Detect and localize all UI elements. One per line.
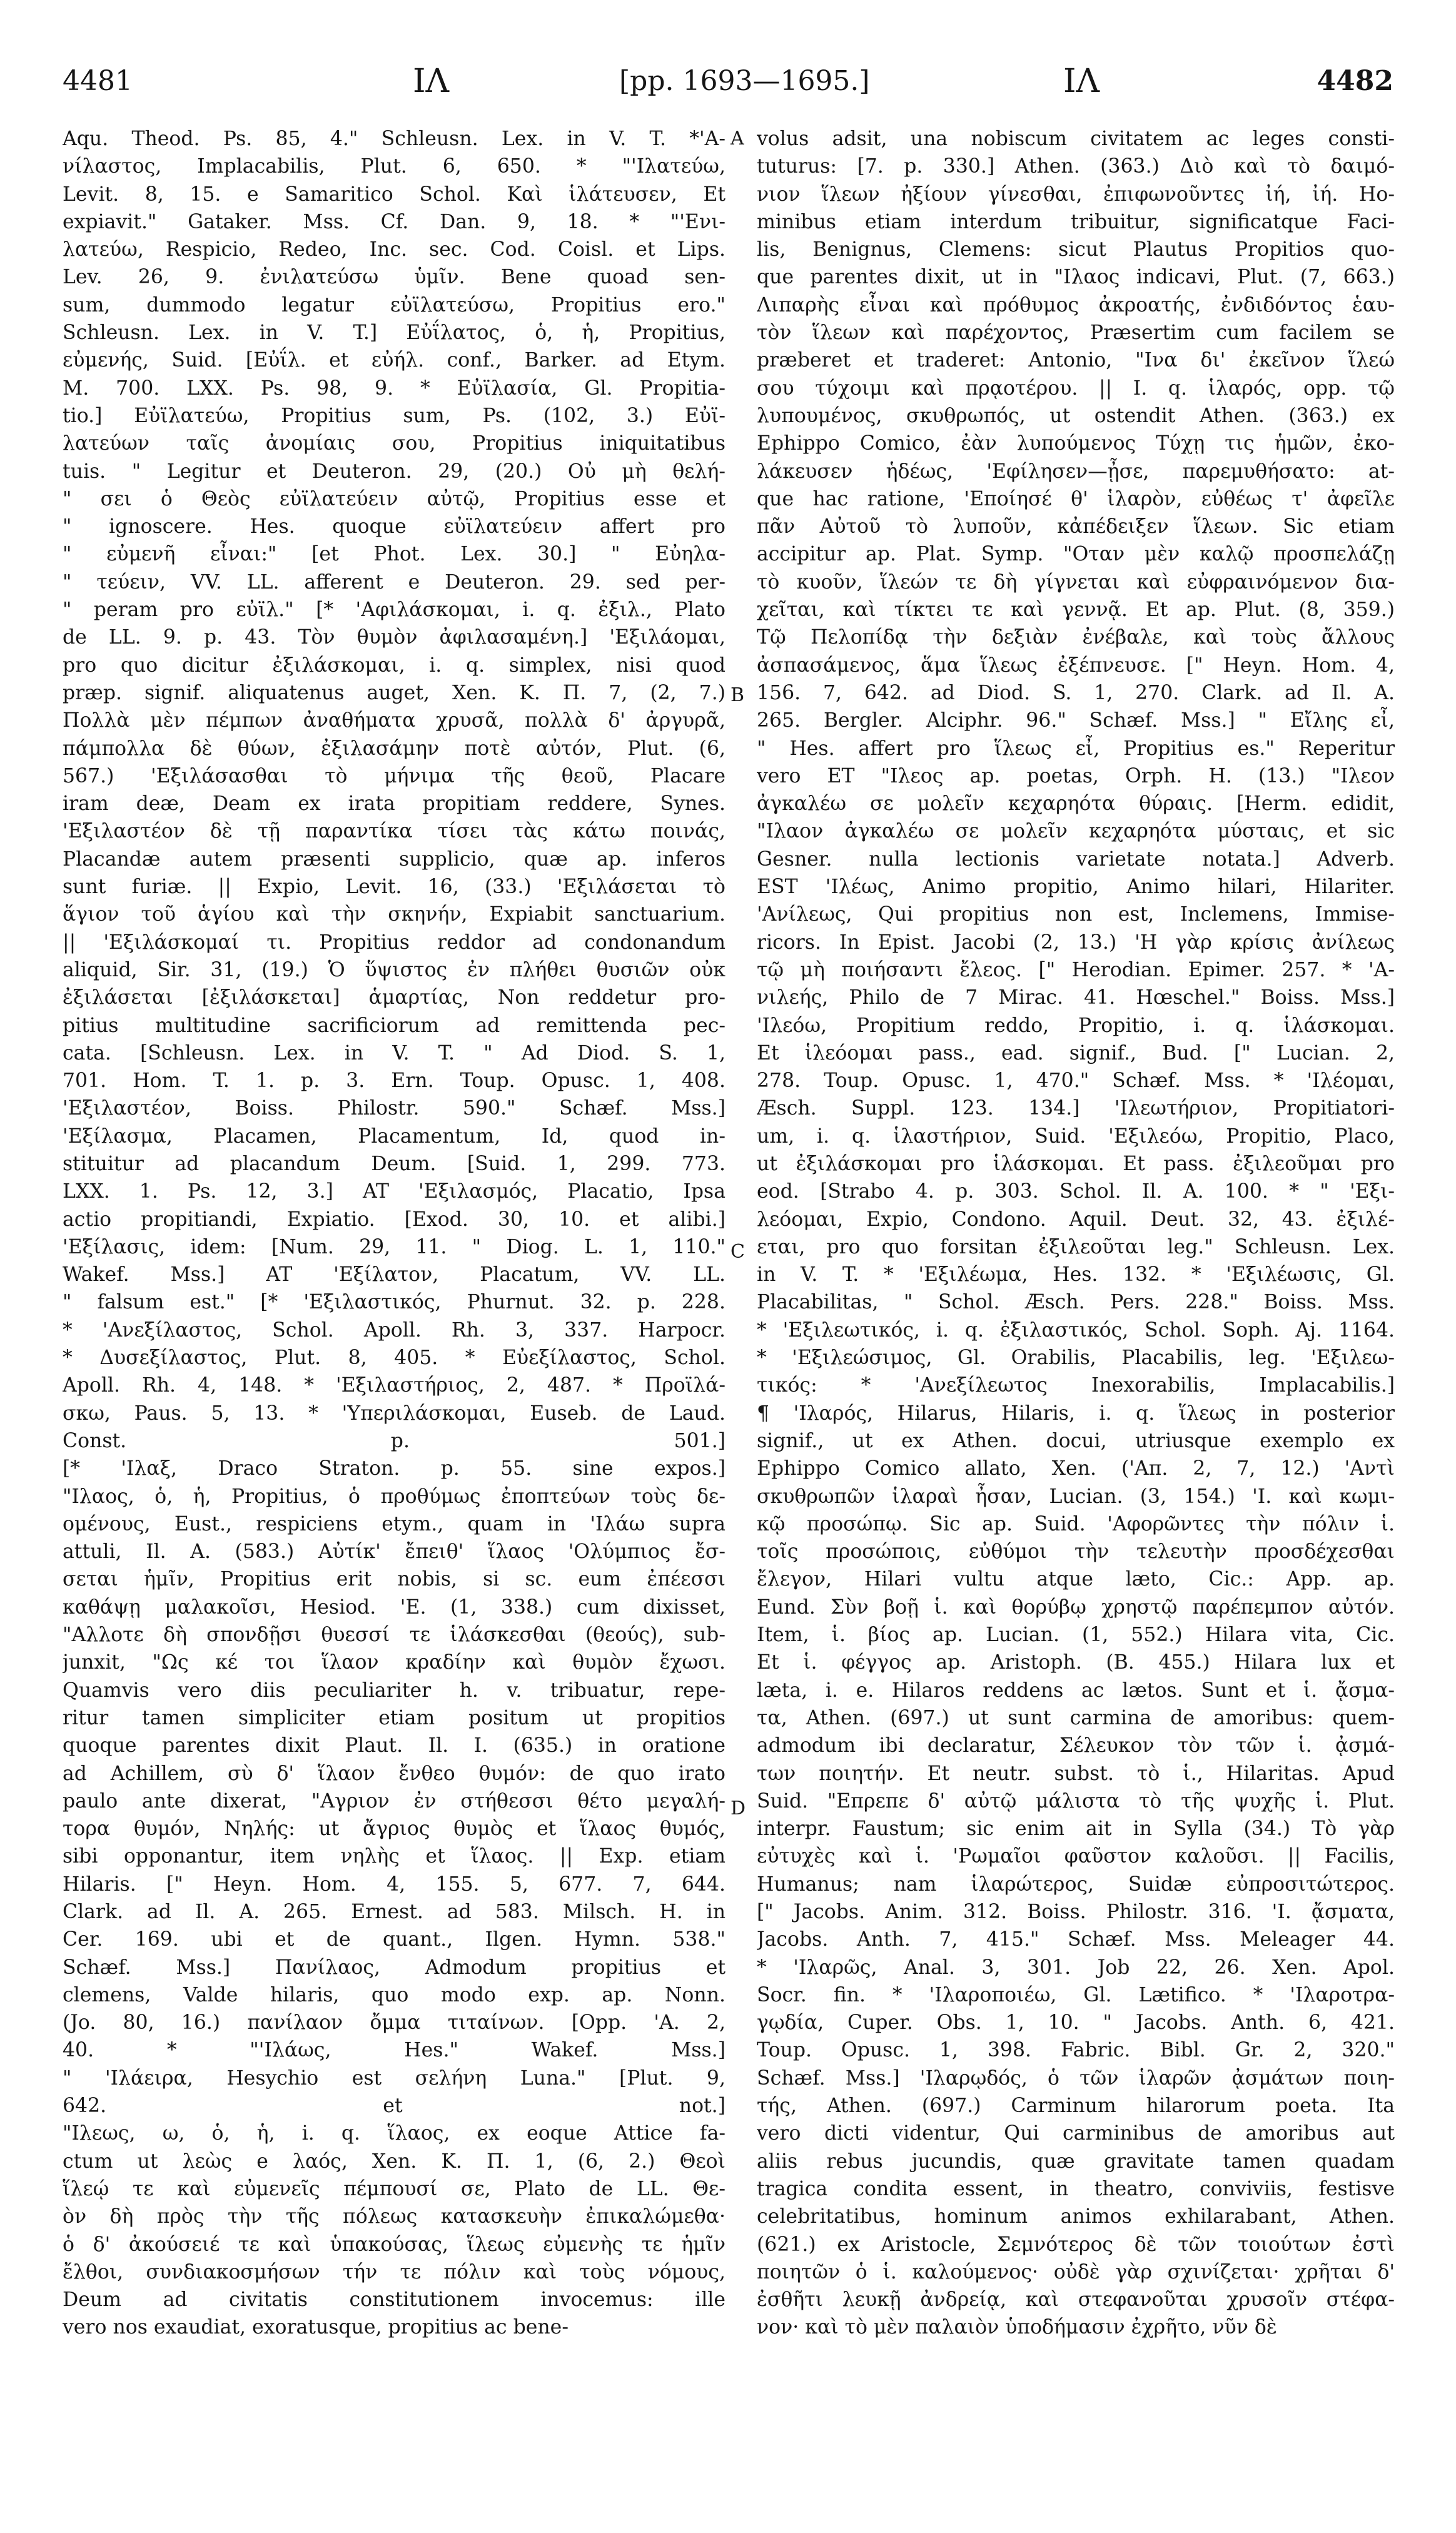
text-line: Humanus; nam ἱλαρώτερος, Suidæ εὐπροσιτώτερος. — [757, 1873, 1395, 1896]
left-column-number: 4481 — [63, 65, 133, 97]
text-line: σκυθρωπῶν ἱλαραὶ ἦσαν, Lucian. (3, 154.) 'I. καὶ κωμι- — [757, 1485, 1395, 1508]
text-line: ¶ 'Ιλαρός, Hilarus, Hilaris, i. q. ἵλεως in posterior — [757, 1402, 1395, 1425]
text-line: eod. [Strabo 4. p. 303. Schol. Il. A. 100. * " 'Εξι- — [757, 1180, 1395, 1203]
text-line: 'Ιλεόω, Propitium reddo, Propitio, i. q. ἱλάσκομαι. — [757, 1014, 1395, 1037]
text-line: pro quo dicitur ἐξιλάσκομαι, i. q. simplex, nisi quod — [63, 654, 725, 677]
text-line: junxit, "Ως κέ τοι ἵλαον κραδίην καὶ θυμὸν ἔχωσι. — [63, 1651, 725, 1674]
text-line: " σει ὁ Θεὸς εὐϊλατεύειν αὐτῷ, Propitius esse et — [63, 487, 725, 510]
text-line: Clark. ad Il. A. 265. Ernest. ad 583. Milsch. H. in — [63, 1901, 725, 1923]
text-line: κῷ προσώπῳ. Sic ap. Suid. 'Αφορῶντες τὴν πόλιν ἱ. — [757, 1512, 1395, 1535]
text-line: "Αλλοτε δὴ σπονδῇσι θυεσσί τε ἱλάσκεσθαι (θεούς), sub- — [63, 1624, 725, 1647]
text-line: aliquid, Sir. 31, (19.) Ὁ ὕψιστος ἐν πλήθει θυσιῶν οὐκ — [63, 958, 725, 981]
text-line: præp. signif. aliquatenus auget, Xen. K. Π. 7, (2, 7.) — [63, 681, 725, 704]
text-line: quoque parentes dixit Plaut. Il. I. (635.) in oratione — [63, 1734, 725, 1757]
text-line: Jacobs. Anth. 7, 415." Schæf. Mss. Meleager 44. — [757, 1928, 1395, 1951]
text-line: sibi opponantur, item νηλὴς et ἵλαος. || Exp. etiam — [63, 1845, 725, 1868]
left-text-column — [63, 125, 725, 2342]
text-line: vero ET "Ιλεος ap. poetas, Orph. H. (13.) "Ιλεον — [757, 764, 1395, 787]
text-line: σεται ἡμῖν, Propitius erit nobis, si sc. eum ἐπέεσσι — [63, 1568, 725, 1591]
text-line: Lev. 26, 9. ἐνιλατεύσω ὑμῖν. Bene quoad sen- — [63, 266, 725, 289]
text-line: (621.) ex Aristocle, Σεμνότερος δὲ τῶν τοιούτων ἐστὶ — [757, 2233, 1395, 2256]
text-line: tuturus: [7. p. 330.] Athen. (363.) Διὸ καὶ τὸ δαιμό- — [757, 155, 1395, 178]
text-line: Schleusn. Lex. in V. T.] Εὐΐλατος, ὁ, ἡ, Propitius, — [63, 321, 725, 345]
text-line: Et ἱ. φέγγος ap. Aristoph. (B. 455.) Hilara lux et — [757, 1651, 1395, 1674]
text-line: 'Εξίλασις, idem: [Num. 29, 11. " Diog. L. 1, 110." — [63, 1235, 725, 1258]
text-line: lis, Benignus, Clemens: sicut Plautus Propitios quo- — [757, 238, 1395, 261]
page-header — [63, 59, 1393, 116]
text-line: " τεύειν, VV. LL. afferent e Deuteron. 29. sed per- — [63, 570, 725, 594]
text-line: " ignoscere. Hes. quoque εὐϊλατεύειν affert pro — [63, 515, 725, 538]
text-line: Levit. 8, 15. e Samaritico Schol. Καὶ ἱλάτευσεν, Et — [63, 183, 725, 206]
text-line: λατεύω, Respicio, Redeo, Inc. sec. Cod. Coisl. et Lips. — [63, 238, 725, 261]
text-line: εται, pro quo forsitan ἐξιλεοῦται leg." Schleusn. Lex. — [757, 1235, 1395, 1258]
text-line: Socr. fin. * 'Ιλαροποιέω, Gl. Lætifico. * 'Ιλαροτρα- — [757, 1983, 1395, 2006]
text-line: attuli, Il. A. (583.) Αὐτίκ' ἔπειθ' ἵλαος 'Ολύμπιος ἔσ- — [63, 1540, 725, 1564]
text-line: τῷ μὴ ποιήσαντι ἔλεος. [" Herodian. Epimer. 257. * 'A- — [757, 958, 1395, 981]
text-line: γῳδία, Cuper. Obs. 1, 10. " Jacobs. Anth. 6, 421. — [757, 2011, 1395, 2035]
text-line: ricors. In Epist. Jacobi (2, 13.) 'Η γὰρ κρίσις ἀνίλεως — [757, 931, 1395, 954]
text-line: stituitur ad placandum Deum. [Suid. 1, 299. 773. — [63, 1152, 725, 1175]
text-line: ἐξιλάσεται [ἐξιλάσκεται] ἁμαρτίας, Non reddetur pro- — [63, 986, 725, 1009]
text-line: Hilaris. [" Heyn. Hom. 4, 155. 5, 677. 7, 644. — [63, 1873, 725, 1896]
text-line: vero nos exaudiat, exoratusque, propitius ac bene- — [63, 2316, 569, 2339]
text-line: τοῖς προσώποις, εὐθύμοι τὴν τελευτὴν προσδέχεσθαι — [757, 1540, 1395, 1564]
margin-letter-a: A — [731, 128, 744, 149]
text-line: in V. T. * 'Εξιλέωμα, Hes. 132. * 'Εξιλέωσις, Gl. — [757, 1263, 1395, 1287]
text-line: ἀσπασάμενος, ἅμα ἵλεως ἐξέπνευσε. [" Heyn. Hom. 4, — [757, 654, 1395, 677]
text-line: πᾶν Αὐτοῦ τὸ λυποῦν, κἀπέδειξεν ἵλεων. Sic etiam — [757, 515, 1395, 538]
text-line: " Hes. affert pro ἵλεως εἶ, Propitius es." Reperitur — [757, 737, 1395, 760]
text-line: Wakef. Mss.] AT 'Εξίλατον, Placatum, VV. LL. — [63, 1263, 725, 1287]
text-line: tuis. " Legitur et Deuteron. 29, (20.) Οὐ μὴ θελή- — [63, 460, 725, 483]
text-line: 642. et not.] — [63, 2095, 725, 2118]
text-line: "Ιλαον ἀγκαλέω σε μολεῖν κεχαρηότα μύσταις, et sic — [757, 820, 1395, 843]
text-line: σκω, Paus. 5, 13. * 'Υπεριλάσκομαι, Euseb. de Laud. — [63, 1402, 725, 1425]
text-line: Quamvis vero diis peculiariter h. v. tribuatur, repe- — [63, 1679, 725, 1702]
text-line: minibus etiam interdum tribuitur, significatque Faci- — [757, 210, 1395, 233]
text-line: Πολλὰ μὲν πέμπων ἀναθήματα χρυσᾶ, πολλὰ δ' ἀργυρᾶ, — [63, 709, 725, 732]
text-line: pitius multitudine sacrificiorum ad remittenda pec- — [63, 1014, 725, 1037]
text-line: que parentes dixit, ut in "Ιλαος indicavi, Plut. (7, 663.) — [757, 266, 1395, 289]
text-line: χεῖται, καὶ τίκτει τε καὶ γεννᾷ. Et ap. Plut. (8, 359.) — [757, 599, 1395, 622]
text-line: LXX. 1. Ps. 12, 3.] AT 'Εξιλασμός, Placatio, Ipsa — [63, 1180, 725, 1203]
text-line: Eund. Σὺν βοῇ ἱ. καὶ θορύβῳ χρηστῷ παρέπεμπον αὐτόν. — [757, 1595, 1395, 1619]
text-line: clemens, Valde hilaris, quo modo exp. ap. Nonn. — [63, 1983, 725, 2006]
right-text-column — [757, 125, 1395, 2342]
text-line: 701. Hom. T. 1. p. 3. Ern. Toup. Opusc. 1, 408. — [63, 1069, 725, 1093]
text-line: Τῷ Πελοπίδᾳ τὴν δεξιὰν ἐνέβαλε, καὶ τοὺς ἄλλους — [757, 626, 1395, 649]
text-line: EST 'Ιλέως, Animo propitio, Animo hilari, Hilariter. — [757, 876, 1395, 899]
text-line: Λιπαρὴς εἶναι καὶ πρόθυμος ἀκροατής, ἐνδιδόντος ἑαυ- — [757, 293, 1395, 316]
text-line: um, i. q. ἱλαστήριον, Suid. 'Εξιλεόω, Propitio, Placo, — [757, 1125, 1395, 1148]
text-line: ἵλεῴ τε καὶ εὐμενεῖς πέμπουσί σε, Plato de LL. Θε- — [63, 2177, 725, 2200]
text-line: 567.) 'Εξιλάσασθαι τὸ μήνιμα τῆς θεοῦ, Placare — [63, 764, 725, 787]
page-range: [pp. 1693—1695.] — [619, 65, 870, 97]
text-line: τὸ κυοῦν, ἵλεών τε δὴ γίγνεται καὶ εὐφραινόμενον δια- — [757, 570, 1395, 594]
text-line: 'Εξίλασμα, Placamen, Placamentum, Id, quod in- — [63, 1125, 725, 1148]
text-line: signif., ut ex Athen. docui, utriusque exemplo ex — [757, 1429, 1395, 1452]
text-line: " 'Ιλάειρα, Hesychio est σελήνη Luna." [Plut. 9, — [63, 2066, 725, 2090]
text-line: que hac ratione, 'Εποίησέ θ' ἱλαρὸν, εὐθέως τ' ἀφεῖλε — [757, 487, 1395, 510]
text-line: volus adsit, una nobiscum civitatem ac leges consti- — [757, 128, 1395, 150]
text-line: τικός: * 'Ανεξίλεωτος Inexorabilis, Implacabilis.] — [757, 1374, 1395, 1397]
text-line: λεόομαι, Expio, Condono. Aquil. Deut. 32, 43. ἐξιλέ- — [757, 1208, 1395, 1231]
text-line: accipitur ap. Plat. Symp. "Οταν μὲν καλῷ προσπελάζῃ — [757, 543, 1395, 566]
text-line: vero dicti videntur, Qui carminibus de amoribus aut — [757, 2122, 1395, 2145]
text-line: aliis rebus jucundis, quæ gravitate tamen quadam — [757, 2150, 1395, 2173]
text-line: 'Εξιλαστέον δὲ τῇ παραντίκα τίσει τὰς κάτω ποινάς, — [63, 820, 725, 843]
text-line: Ephippo Comico allato, Xen. ('Aπ. 2, 7, 12.) 'Αντὶ — [757, 1457, 1395, 1480]
text-line: admodum ibi declaratur, Σέλευκον τὸν τῶν ἱ. ᾀσμά- — [757, 1734, 1395, 1757]
text-line: Et ἱλεόομαι pass., ead. signif., Bud. [" Lucian. 2, — [757, 1041, 1395, 1064]
text-line: πάμπολλα δὲ θύων, ἐξιλασάμην ποτὲ αὐτόν, Plut. (6, — [63, 737, 725, 760]
text-line: εὐτυχὲς καὶ ἱ. 'Ρωμαῖοι φαῦστον καλοῦσι. || Facilis, — [757, 1845, 1395, 1868]
text-line: (Jo. 80, 16.) πανίλαον ὄμμα τιταίνων. [Opp. 'A. 2, — [63, 2011, 725, 2035]
text-line: de LL. 9. p. 43. Τὸν θυμὸν ἀφιλασαμένη.] 'Εξιλάομαι, — [63, 626, 725, 649]
text-line: sunt furiæ. || Expio, Levit. 16, (33.) 'Εξιλάσεται τὸ — [63, 876, 725, 899]
text-line: ὁ δ' ἀκούσειέ τε καὶ ὑπακούσας, ἵλεως εὐμενὴς τε ἡμῖν — [63, 2233, 725, 2256]
text-line: ἅγιον τοῦ ἁγίου καὶ τὴν σκηνήν, Expiabit sanctuarium. — [63, 903, 725, 926]
text-line: Placandæ autem præsenti supplicio, quæ ap. inferos — [63, 847, 725, 871]
margin-letter-c: C — [731, 1241, 745, 1263]
text-line: sum, dummodo legatur εὐϊλατεύσω, Propitius ero." — [63, 293, 725, 316]
text-line: interpr. Faustum; sic enim ait in Sylla (34.) Τὸ γὰρ — [757, 1818, 1395, 1841]
text-line: cata. [Schleusn. Lex. in V. T. " Ad Diod. S. 1, — [63, 1041, 725, 1064]
text-line: ad Achillem, σὺ δ' ἵλαον ἔνθεο θυμόν: de quo irato — [63, 1762, 725, 1785]
text-line: λατεύων ταῖς ἀνομίαις σου, Propitius iniquitatibus — [63, 432, 725, 455]
text-line: Placabilitas, " Schol. Æsch. Pers. 228." Boiss. Mss. — [757, 1291, 1395, 1314]
text-line: Apoll. Rh. 4, 148. * 'Εξιλαστήριος, 2, 487. * Προϊλά- — [63, 1374, 725, 1397]
margin-letter-b: B — [731, 684, 745, 706]
text-line: ποιητῶν ὁ ἱ. καλούμενος· οὐδὲ γὰρ σχινίζεται· χρῆται δ' — [757, 2260, 1395, 2283]
text-line: ἔλθοι, συνδιακοσμήσων τήν τε πόλιν καὶ τοὺς νόμους, — [63, 2260, 725, 2283]
text-line: tio.] Εὐϊλατεύω, Propitius sum, Ps. (102, 3.) Εὐϊ- — [63, 404, 725, 427]
text-line: Toup. Opusc. 1, 398. Fabric. Bibl. Gr. 2, 320." — [757, 2039, 1395, 2062]
right-headword: ΙΛ — [1063, 63, 1100, 100]
text-line: Item, ἱ. βίος ap. Lucian. (1, 552.) Hilara vita, Cic. — [757, 1624, 1395, 1647]
text-line: * 'Εξιλεωτικός, i. q. ἐξιλαστικός, Schol. Soph. Aj. 1164. — [757, 1318, 1395, 1342]
text-line: " εὐμενῆ εἶναι:" [et Phot. Lex. 30.] " Εὐηλα- — [63, 543, 725, 566]
text-line: Schæf. Mss.] 'Ιλαρῳδός, ὁ τῶν ἱλαρῶν ᾀσμάτων ποιη- — [757, 2066, 1395, 2090]
text-line: Suid. "Επρεπε δ' αὐτῷ μάλιστα τὸ τῆς ψυχῆς ἱ. Plut. — [757, 1789, 1395, 1813]
text-line: 278. Toup. Opusc. 1, 470." Schæf. Mss. * 'Ιλέομαι, — [757, 1069, 1395, 1093]
text-line: ctum ut λεὼς e λαός, Xen. K. Π. 1, (6, 2.) Θεοὶ — [63, 2150, 725, 2173]
text-line: τα, Athen. (697.) ut sunt carmina de amoribus: quem- — [757, 1706, 1395, 1729]
text-line: actio propitiandi, Expiatio. [Exod. 30, 10. et alibi.] — [63, 1208, 725, 1231]
text-line: 'Εξιλαστέον, Boiss. Philostr. 590." Schæf. Mss.] — [63, 1097, 725, 1120]
text-line: Cer. 169. ubi et de quant., Ilgen. Hymn. 538." — [63, 1928, 725, 1951]
text-line: ομένους, Eust., respiciens etym., quam in 'Ιλάω supra — [63, 1512, 725, 1535]
text-line: || 'Εξιλάσκομαί τι. Propitius reddor ad condonandum — [63, 931, 725, 954]
text-line: celebritatibus, hominum animos exhilarabant, Athen. — [757, 2205, 1395, 2228]
text-line: λυπουμένος, σκυθρωπός, ut ostendit Athen. (363.) ex — [757, 404, 1395, 427]
text-line: εὐμενής, Suid. [Εὐΐλ. et εὐήλ. conf., Barker. ad Etym. — [63, 349, 725, 372]
text-line: præberet et traderet: Antonio, "Ινα δι' ἐκεῖνον ἵλεώ — [757, 349, 1395, 372]
text-line: τής, Athen. (697.) Carminum hilarorum poeta. Ita — [757, 2095, 1395, 2118]
text-line: τορα θυμόν, Νηλής: ut ἄγριος θυμὸς et ἵλαος θυμός, — [63, 1818, 725, 1841]
text-line: νον· καὶ τὸ μὲν παλαιὸν ὑποδήμασιν ἐχρῆτο, νῦν δὲ — [757, 2316, 1277, 2339]
text-line: νιλεής, Philo de 7 Mirac. 41. Hœschel." Boiss. Mss.] — [757, 986, 1395, 1009]
text-line: * 'Ανεξίλαστος, Schol. Apoll. Rh. 3, 337. Harpocr. — [63, 1318, 725, 1342]
text-line: Aqu. Theod. Ps. 85, 4." Schleusn. Lex. in V. T. *'A- — [63, 128, 725, 150]
text-line: " peram pro εὐϊλ." [* 'Αφιλάσκομαι, i. q. ἐξιλ., Plato — [63, 599, 725, 622]
text-line: τὸν ἵλεων καὶ παρέχοντος, Præsertim cum facilem se — [757, 321, 1395, 345]
text-line: 156. 7, 642. ad Diod. S. 1, 270. Clark. ad Il. A. — [757, 681, 1395, 704]
text-line: " falsum est." [* 'Εξιλαστικός, Phurnut. 32. p. 228. — [63, 1291, 725, 1314]
text-line: tragica condita essent, in theatro, conviviis, festisve — [757, 2177, 1395, 2200]
text-line: 40. * "'Ιλάως, Hes." Wakef. Mss.] — [63, 2039, 725, 2062]
text-line: των ποιητήν. Et neutr. subst. τὸ ἱ., Hilaritas. Apud — [757, 1762, 1395, 1785]
text-line: ritur tamen simpliciter etiam positum ut propitios — [63, 1706, 725, 1729]
text-line: λάκευσεν ἡδέως, 'Εφίλησεν—ᾖσε, παρεμυθήσατο: at- — [757, 460, 1395, 483]
text-line: [* 'Ιλαξ, Draco Straton. p. 55. sine expos.] — [63, 1457, 725, 1480]
text-line: σου τύχοιμι καὶ πρᾳοτέρου. || I. q. ἱλαρός, opp. τῷ — [757, 377, 1395, 400]
text-line: ut ἐξιλάσκομαι pro ἱλάσκομαι. Et pass. ἐξιλεοῦμαι pro — [757, 1152, 1395, 1175]
text-line: νιον ἵλεων ἠξίουν γίνεσθαι, ἐπιφωνοῦντες ἰή, ἰή. Ho- — [757, 183, 1395, 206]
text-line: * 'Εξιλεώσιμος, Gl. Orabilis, Placabilis, leg. 'Εξιλεω- — [757, 1347, 1395, 1370]
text-line: M. 700. LXX. Ps. 98, 9. * Εὐϊλασία, Gl. Propitia- — [63, 377, 725, 400]
text-line: ὸν δὴ πρὸς τὴν τῆς πόλεως κατασκευὴν ἐπικαλώμεθα· — [63, 2205, 725, 2228]
text-line: paulo ante dixerat, "Αγριον ἐν στήθεσσι θέτο μεγαλή- — [63, 1789, 725, 1813]
text-line: "Ιλεως, ω, ὁ, ἡ, i. q. ἵλαος, ex eoque Attice fa- — [63, 2122, 725, 2145]
text-line: expiavit." Gataker. Mss. Cf. Dan. 9, 18. * "'Ενι- — [63, 210, 725, 233]
margin-letter-d: D — [731, 1797, 746, 1819]
text-line: ἀγκαλέω σε μολεῖν κεχαρηότα θύραις. [Herm. edidit, — [757, 792, 1395, 816]
text-line: læta, i. e. Hilaros reddens ac lætos. Sunt et ἱ. ᾄσμα- — [757, 1679, 1395, 1702]
text-line: [" Jacobs. Anim. 312. Boiss. Philostr. 316. 'I. ᾄσματα, — [757, 1901, 1395, 1923]
right-column-number: 4482 — [1317, 65, 1393, 97]
text-line: "Ιλαος, ὁ, ἡ, Propitius, ὁ προθύμως ἐποπτεύων τοὺς δε- — [63, 1485, 725, 1508]
text-line: Deum ad civitatis constitutionem invocemus: ille — [63, 2288, 725, 2312]
text-line: 265. Bergler. Alciphr. 96." Schæf. Mss.] " Εἴλης εἶ, — [757, 709, 1395, 732]
text-line: ἐσθῆτι λευκῇ ἀνδρείᾳ, καὶ στεφανοῦται χρυσοῖν στέφα- — [757, 2288, 1395, 2312]
text-line: Gesner. nulla lectionis varietate notata.] Adverb. — [757, 847, 1395, 871]
text-line: 'Ανίλεως, Qui propitius non est, Inclemens, Immise- — [757, 903, 1395, 926]
text-line: καθάψῃ μαλακοῖσι, Hesiod. 'E. (1, 338.) cum dixisset, — [63, 1595, 725, 1619]
text-line: Const. p. 501.] — [63, 1429, 725, 1452]
text-line: iram deæ, Deam ex irata propitiam reddere, Synes. — [63, 792, 725, 816]
text-line: νίλαστος, Implacabilis, Plut. 6, 650. * "'Ιλατεύω, — [63, 155, 725, 178]
text-line: * 'Ιλαρῶς, Anal. 3, 301. Job 22, 26. Xen. Apol. — [757, 1956, 1395, 1979]
text-line: Ephippo Comico, ἐὰν λυπούμενος Τύχῃ τις ἡμῶν, ἐκο- — [757, 432, 1395, 455]
text-line: * Δυσεξίλαστος, Plut. 8, 405. * Εὐεξίλαστος, Schol. — [63, 1347, 725, 1370]
text-line: Schæf. Mss.] Πανίλαος, Admodum propitius et — [63, 1956, 725, 1979]
left-headword: ΙΛ — [413, 63, 450, 100]
text-line: Æsch. Suppl. 123. 134.] 'Ιλεωτήριον, Propitiatori- — [757, 1097, 1395, 1120]
text-line: ἔλεγον, Hilari vultu atque læto, Cic.: App. ap. — [757, 1568, 1395, 1591]
